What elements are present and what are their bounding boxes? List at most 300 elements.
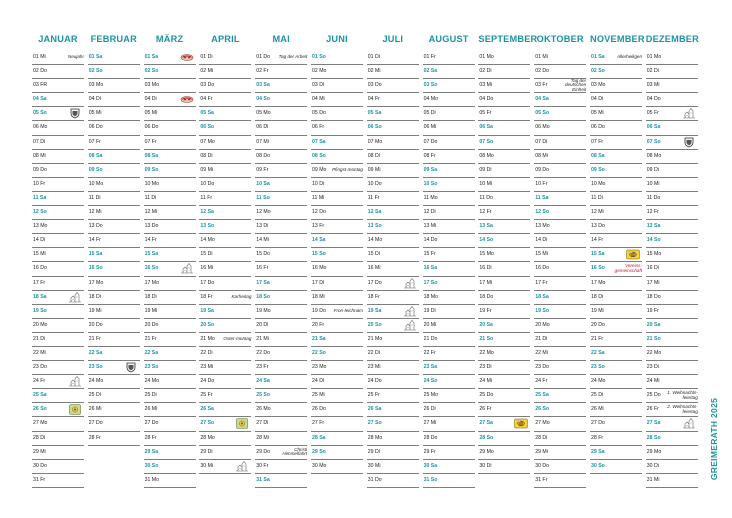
month-header: MAI xyxy=(272,34,290,44)
day-label: 26 Fr xyxy=(646,406,659,413)
day-label: 17 Fr xyxy=(33,279,46,286)
day-row xyxy=(255,93,307,107)
day-row xyxy=(590,291,642,305)
day-row xyxy=(144,79,196,93)
day-label: 14 So xyxy=(479,237,494,244)
day-label: 03 Mo xyxy=(591,82,606,89)
month-column-juli xyxy=(367,27,419,488)
church-icon xyxy=(180,263,194,274)
day-label: 30 Do xyxy=(33,462,47,469)
day-label: 20 Di xyxy=(256,321,269,328)
day-row xyxy=(534,136,586,150)
day-row xyxy=(590,417,642,431)
day-label: 26 Do xyxy=(312,406,326,413)
day-label: 28 Di xyxy=(33,434,46,441)
day-label: 03 Mi xyxy=(646,82,660,89)
day-label: 19 Sa xyxy=(367,307,382,314)
day-row xyxy=(144,206,196,220)
day-label: 30 So xyxy=(144,462,159,469)
day-row xyxy=(311,277,363,291)
day-row xyxy=(199,79,251,93)
church-icon xyxy=(403,320,417,331)
day-label: 18 Sa xyxy=(535,293,549,300)
month-column-juni xyxy=(311,27,363,474)
day-row xyxy=(255,234,307,248)
holiday-label: Christi Himmelfahrt xyxy=(282,446,308,457)
month-header: AUGUST xyxy=(428,34,469,44)
day-row xyxy=(478,93,530,107)
day-row xyxy=(88,150,140,164)
day-label: 20 Sa xyxy=(479,321,493,328)
day-label: 23 So xyxy=(591,364,605,371)
day-label: 08 Fr xyxy=(423,152,436,159)
day-row xyxy=(199,262,251,276)
day-row xyxy=(32,432,84,446)
day-label: 25 Di xyxy=(88,392,101,399)
month-header: DEZEMBER xyxy=(645,34,699,44)
day-label: 24 Sa xyxy=(256,378,270,385)
day-label: 22 Mo xyxy=(479,349,494,356)
day-row xyxy=(367,121,419,135)
day-label: 10 Do xyxy=(367,180,382,187)
day-label: 26 Mi xyxy=(144,406,158,413)
day-label: 13 Mi xyxy=(423,223,437,230)
day-label: 13 Do xyxy=(144,223,159,230)
day-row xyxy=(88,389,140,403)
day-label: 21 Fr xyxy=(144,335,157,342)
day-row xyxy=(144,432,196,446)
day-label: 25 Fr xyxy=(200,392,213,399)
day-row xyxy=(590,277,642,291)
day-row xyxy=(255,248,307,262)
day-row xyxy=(311,403,363,417)
day-row xyxy=(88,319,140,333)
day-label: 31 Mi xyxy=(646,476,660,483)
day-label: 10 Mo xyxy=(144,180,160,187)
day-row xyxy=(478,51,530,65)
day-row xyxy=(367,248,419,262)
day-label: 05 Di xyxy=(423,110,436,117)
month-header: JANUAR xyxy=(38,34,78,44)
day-label: 14 Sa xyxy=(312,237,326,244)
day-label: 10 Fr xyxy=(33,180,46,187)
day-row xyxy=(367,375,419,389)
day-row xyxy=(255,121,307,135)
day-label: 18 Mi xyxy=(312,293,325,300)
day-row xyxy=(534,305,586,319)
day-row xyxy=(646,51,698,65)
day-label: 12 Do xyxy=(312,209,326,216)
day-label: 06 Do xyxy=(88,124,103,131)
day-label: 20 Mo xyxy=(33,321,48,328)
day-label: 30 Mi xyxy=(367,462,381,469)
day-row xyxy=(88,93,140,107)
day-row xyxy=(590,319,642,333)
day-row xyxy=(423,403,475,417)
day-row xyxy=(534,333,586,347)
day-row xyxy=(255,107,307,121)
day-row xyxy=(144,305,196,319)
day-label: 07 Fr xyxy=(88,138,101,145)
day-row xyxy=(423,206,475,220)
day-row xyxy=(367,79,419,93)
day-label: 11 So xyxy=(256,194,270,201)
day-row xyxy=(144,136,196,150)
day-row xyxy=(646,361,698,375)
day-row xyxy=(88,277,140,291)
day-row xyxy=(88,333,140,347)
day-row xyxy=(367,347,419,361)
day-label: 17 Mo xyxy=(144,279,160,286)
day-label: 03 Di xyxy=(312,82,325,89)
day-label: 24 Mo xyxy=(88,378,104,385)
day-label: 08 Mo xyxy=(479,152,494,159)
day-label: 25 Di xyxy=(591,392,604,399)
day-row xyxy=(32,262,84,276)
day-row xyxy=(534,432,586,446)
day-row xyxy=(32,164,84,178)
day-row xyxy=(144,107,196,121)
day-label: 10 Mo xyxy=(88,180,104,187)
day-row xyxy=(311,178,363,192)
church-icon xyxy=(403,278,417,289)
day-label: 02 So xyxy=(591,68,605,75)
day-label: 02 Do xyxy=(535,68,550,75)
day-label: 20 Do xyxy=(88,321,103,328)
day-row xyxy=(88,136,140,150)
day-label: 24 So xyxy=(423,378,438,385)
day-label: 12 Mi xyxy=(144,209,158,216)
day-label: 21 Fr xyxy=(88,335,101,342)
day-label: 15 Do xyxy=(256,251,271,258)
day-label: 27 Do xyxy=(591,420,605,427)
day-row xyxy=(590,220,642,234)
day-label: 12 So xyxy=(33,209,47,216)
day-row xyxy=(423,460,475,474)
day-row xyxy=(32,206,84,220)
day-label: 12 Mi xyxy=(88,209,102,216)
day-label: 03 FR xyxy=(33,82,48,89)
day-label: 04 Do xyxy=(646,96,661,103)
day-label: 03 So xyxy=(423,82,438,89)
day-row xyxy=(255,277,307,291)
day-row xyxy=(32,347,84,361)
day-label: 19 Sa xyxy=(200,307,214,314)
day-label: 21 Mo xyxy=(200,335,215,342)
day-row xyxy=(144,277,196,291)
day-row xyxy=(478,164,530,178)
day-row xyxy=(367,136,419,150)
day-label: 22 Sa xyxy=(144,349,159,356)
day-row xyxy=(534,206,586,220)
day-label: 08 So xyxy=(312,152,326,159)
day-row xyxy=(199,150,251,164)
day-label: 21 Do xyxy=(423,335,438,342)
day-row xyxy=(88,206,140,220)
day-label: 06 Do xyxy=(144,124,159,131)
day-label: 27 Sa xyxy=(646,420,661,427)
day-label: 02 Mi xyxy=(367,68,381,75)
day-label: 04 Sa xyxy=(33,96,47,103)
day-row xyxy=(88,79,140,93)
day-label: 06 Sa xyxy=(646,124,661,131)
day-row xyxy=(367,403,419,417)
day-row xyxy=(646,206,698,220)
day-row xyxy=(32,460,84,474)
day-label: 23 Mi xyxy=(200,364,214,371)
day-row xyxy=(478,65,530,79)
day-label: 23 Di xyxy=(646,364,659,371)
day-label: 30 So xyxy=(591,462,605,469)
day-row xyxy=(646,305,698,319)
day-row xyxy=(646,446,698,460)
day-row xyxy=(478,305,530,319)
day-label: 30 Mo xyxy=(312,462,327,469)
day-row xyxy=(88,262,140,276)
day-row xyxy=(478,460,530,474)
day-label: 12 Mi xyxy=(591,209,604,216)
day-row xyxy=(646,220,698,234)
day-row xyxy=(311,375,363,389)
day-label: 25 Sa xyxy=(535,392,549,399)
day-label: 01 Mi xyxy=(33,54,46,60)
day-row xyxy=(590,121,642,135)
month-column-april xyxy=(199,27,251,474)
day-label: 05 Mi xyxy=(88,110,102,117)
church-icon xyxy=(68,376,82,387)
day-label: 21 Fr xyxy=(591,335,604,342)
day-row xyxy=(199,93,251,107)
day-row xyxy=(199,460,251,474)
day-label: 22 Sa xyxy=(88,349,103,356)
day-row xyxy=(367,192,419,206)
day-label: 02 Do xyxy=(33,68,47,75)
day-row xyxy=(255,79,307,93)
day-label: 04 Di xyxy=(88,96,101,103)
day-label: 17 So xyxy=(423,279,438,286)
day-label: 29 Di xyxy=(200,448,213,455)
month-column-september xyxy=(478,27,538,474)
day-row xyxy=(255,136,307,150)
day-row xyxy=(199,305,251,319)
day-row xyxy=(590,178,642,192)
day-label: 01 Di xyxy=(367,54,380,60)
day-row xyxy=(423,192,475,206)
day-row xyxy=(646,389,698,403)
month-header: JUNI xyxy=(326,34,348,44)
day-label: 19 So xyxy=(535,307,550,314)
day-row xyxy=(423,347,475,361)
day-row xyxy=(144,150,196,164)
day-label: 03 Do xyxy=(200,82,215,89)
day-row xyxy=(646,460,698,474)
day-label: 19 Di xyxy=(423,307,436,314)
day-label: 20 Mo xyxy=(535,321,550,328)
day-label: 24 Di xyxy=(312,378,325,385)
day-row xyxy=(423,319,475,333)
day-label: 02 So xyxy=(144,68,159,75)
day-row xyxy=(590,248,642,262)
day-row xyxy=(255,347,307,361)
day-row xyxy=(32,446,84,460)
day-label: 07 Mo xyxy=(200,138,215,145)
day-label: 16 Sa xyxy=(423,265,438,272)
day-row xyxy=(32,389,84,403)
day-row xyxy=(199,432,251,446)
month-header: MÄRZ xyxy=(155,34,184,44)
day-row xyxy=(255,446,307,460)
day-row xyxy=(88,403,140,417)
day-row xyxy=(144,262,196,276)
day-label: 03 Mo xyxy=(144,82,160,89)
month-column-august xyxy=(423,27,475,488)
day-row xyxy=(423,375,475,389)
day-row xyxy=(144,319,196,333)
day-label: 29 So xyxy=(312,448,326,455)
day-label: 06 So xyxy=(200,124,215,131)
day-row xyxy=(255,361,307,375)
day-row xyxy=(534,460,586,474)
month-header: APRIL xyxy=(211,34,240,44)
day-label: 16 So xyxy=(88,265,103,272)
day-row xyxy=(478,446,530,460)
day-row xyxy=(534,474,586,488)
day-row xyxy=(646,333,698,347)
bee-icon xyxy=(626,249,640,260)
day-row xyxy=(367,150,419,164)
day-row xyxy=(144,389,196,403)
day-label: 15 Sa xyxy=(144,251,159,258)
day-label: 07 Mi xyxy=(256,138,269,145)
day-label: 02 So xyxy=(88,68,103,75)
day-label: 19 Mi xyxy=(88,307,102,314)
day-row xyxy=(646,248,698,262)
day-row xyxy=(199,361,251,375)
day-label: 25 Mo xyxy=(423,392,439,399)
day-row xyxy=(88,65,140,79)
day-label: 29 Sa xyxy=(144,448,159,455)
day-label: 16 Mo xyxy=(312,265,327,272)
day-label: 04 Mi xyxy=(312,96,325,103)
holiday-label: Fron-leichnam xyxy=(333,307,363,313)
day-row xyxy=(32,319,84,333)
day-label: 27 Sa xyxy=(479,420,493,427)
day-label: 09 So xyxy=(591,166,605,173)
day-row xyxy=(311,107,363,121)
day-row xyxy=(144,460,196,474)
day-row xyxy=(32,417,84,431)
day-label: 24 Do xyxy=(367,378,382,385)
day-label: 25 Mi xyxy=(312,392,325,399)
day-label: 08 Do xyxy=(256,152,271,159)
day-row xyxy=(255,432,307,446)
day-label: 09 Mi xyxy=(200,166,214,173)
day-row xyxy=(311,93,363,107)
day-row xyxy=(478,136,530,150)
day-label: 20 Mi xyxy=(423,321,437,328)
month-column-märz xyxy=(144,27,196,488)
day-label: 28 So xyxy=(646,434,661,441)
day-label: 19 Fr xyxy=(646,307,659,314)
day-label: 09 Di xyxy=(479,166,492,173)
day-label: 26 Mi xyxy=(591,406,604,413)
holiday-label: Vereins-gemeinschaft xyxy=(614,263,642,273)
day-row xyxy=(423,262,475,276)
day-label: 16 Do xyxy=(535,265,550,272)
day-row xyxy=(255,375,307,389)
day-row xyxy=(590,403,642,417)
day-row xyxy=(32,248,84,262)
holiday-label: Tag der deutschen Einheit xyxy=(564,77,587,92)
day-row xyxy=(590,206,642,220)
day-row xyxy=(199,291,251,305)
day-row xyxy=(478,347,530,361)
day-label: 27 Mi xyxy=(423,420,437,427)
day-label: 28 Mi xyxy=(256,434,269,441)
day-row xyxy=(367,417,419,431)
day-row xyxy=(423,361,475,375)
day-label: 06 Di xyxy=(256,124,269,131)
day-label: 14 Di xyxy=(535,237,548,244)
day-row xyxy=(199,277,251,291)
day-row xyxy=(311,192,363,206)
day-label: 19 Mo xyxy=(256,307,271,314)
day-label: 22 Do xyxy=(256,349,271,356)
day-label: 05 Sa xyxy=(200,110,214,117)
day-label: 19 Mi xyxy=(144,307,158,314)
day-label: 31 Do xyxy=(367,476,382,483)
day-label: 09 Fr xyxy=(256,166,269,173)
day-row xyxy=(144,220,196,234)
day-row xyxy=(367,291,419,305)
day-label: 07 Di xyxy=(535,138,548,145)
day-label: 05 Mo xyxy=(256,110,271,117)
day-label: 05 So xyxy=(535,110,550,117)
day-row xyxy=(478,248,530,262)
day-label: 26 Mo xyxy=(256,406,271,413)
day-label: 17 Mi xyxy=(479,279,493,286)
holiday-label: Neujahr xyxy=(67,54,84,60)
day-label: 27 Fr xyxy=(312,420,325,427)
day-row xyxy=(311,333,363,347)
day-label: 30 Di xyxy=(646,462,659,469)
holiday-label: Tag der Arbeit xyxy=(278,54,308,60)
day-row xyxy=(32,474,84,488)
day-label: 01 So xyxy=(312,54,326,60)
day-label: 14 Di xyxy=(33,237,46,244)
day-label: 18 Sa xyxy=(33,293,47,300)
day-label: 25 Do xyxy=(646,392,661,399)
day-label: 23 So xyxy=(144,364,159,371)
day-label: 18 Di xyxy=(144,293,157,300)
day-label: 18 Fr xyxy=(367,293,380,300)
day-label: 03 Mi xyxy=(479,82,493,89)
day-label: 21 Sa xyxy=(312,335,326,342)
day-label: 27 Do xyxy=(144,420,159,427)
day-label: 05 Mi xyxy=(591,110,604,117)
day-row xyxy=(311,51,363,65)
day-row xyxy=(646,79,698,93)
day-label: 01 Mo xyxy=(479,54,494,60)
day-label: 07 Sa xyxy=(312,138,326,145)
day-label: 17 Mo xyxy=(88,279,104,286)
day-label: 29 Sa xyxy=(591,448,605,455)
day-row xyxy=(32,65,84,79)
day-row xyxy=(32,93,84,107)
day-label: 10 Mi xyxy=(479,180,493,187)
month-header: NOVEMBER xyxy=(590,34,645,44)
day-label: 01 Sa xyxy=(144,54,159,60)
